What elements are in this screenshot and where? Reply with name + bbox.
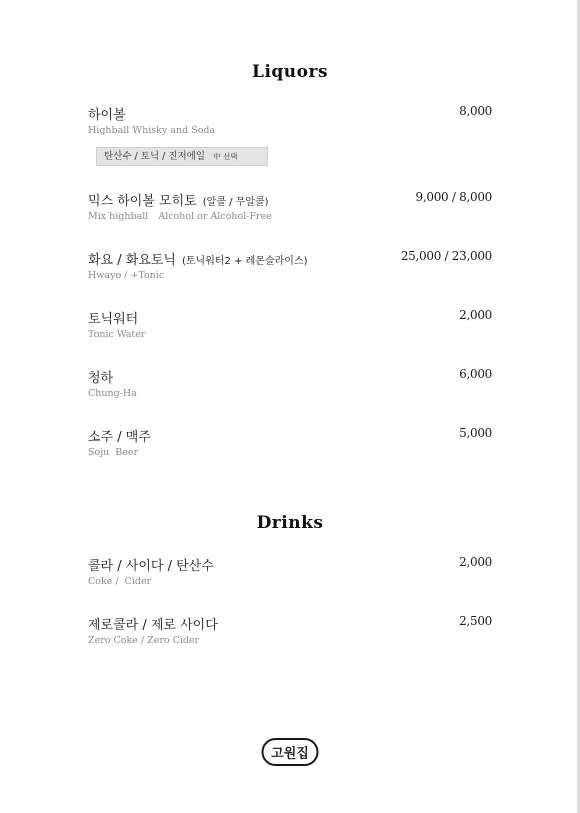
menu-item-chung-ha	[88, 367, 492, 399]
item-english-name	[88, 211, 492, 222]
item-name: 제로콜라 / 제로 사이다	[88, 618, 218, 633]
item-name	[88, 190, 269, 209]
restaurant-logo-stamp-icon	[261, 737, 319, 767]
menu-item-hwayo	[88, 249, 492, 281]
item-name	[88, 249, 308, 268]
section-title-liquors: Liquors	[251, 62, 329, 82]
menu-item-mix-highball-mojito	[88, 190, 492, 222]
item-name: 하이볼	[88, 108, 126, 123]
item-english-name: Highball Whisky and Soda	[88, 125, 216, 136]
item-name-text: 믹스 하이볼 모히토	[88, 194, 197, 209]
item-name: 토닉워터	[88, 312, 139, 327]
menu-item-coke-cider	[88, 555, 492, 587]
highball-option-box	[96, 147, 268, 166]
item-name: 청하	[88, 371, 114, 386]
item-name: 콜라 / 사이다 / 탄산수	[88, 559, 214, 574]
item-price: 2,000	[459, 308, 492, 322]
menu-item-highball	[88, 104, 492, 136]
item-price: 2,000	[459, 555, 492, 569]
option-text: 탄산수 / 토닉 / 진저에일	[104, 151, 206, 162]
menu-item-soju-beer	[88, 426, 492, 458]
section-title-drinks: Drinks	[256, 513, 324, 533]
item-sub-a: Mix highball	[88, 211, 149, 222]
item-price: 6,000	[459, 367, 492, 381]
item-sub-b: Beer	[115, 447, 139, 458]
item-price: 5,000	[459, 426, 492, 440]
item-price: 2,500	[459, 614, 492, 628]
item-english-name: Zero Coke / Zero Cider	[88, 635, 200, 646]
logo-text: 고원집	[271, 746, 309, 762]
item-english-name	[88, 576, 492, 587]
item-price: 25,000 / 23,000	[400, 249, 492, 263]
item-sub-b: Alcohol or Alcohol-Free	[158, 211, 272, 222]
item-english-name	[88, 447, 492, 458]
item-price: 9,000 / 8,000	[415, 190, 492, 204]
item-name-text: 화요 / 화요토닉	[88, 253, 176, 268]
option-note: 中 선택	[213, 152, 238, 161]
item-price: 8,000	[459, 104, 492, 118]
item-sub-a: Soju	[88, 447, 110, 458]
item-name: 소주 / 맥주	[88, 430, 151, 445]
item-english-name: Hwayo / +Tonic	[88, 270, 165, 281]
item-english-name: Chung-Ha	[88, 388, 137, 399]
item-note: (토닉워터2 + 레몬슬라이스)	[182, 256, 308, 267]
menu-item-zero-coke	[88, 614, 492, 646]
menu-item-tonic-water	[88, 308, 492, 340]
item-english-name: Tonic Water	[88, 329, 146, 340]
item-sub-b: Cider	[124, 576, 152, 587]
item-sub-a: Coke /	[88, 576, 119, 587]
item-note: (알콜 / 무알콜)	[202, 197, 269, 208]
